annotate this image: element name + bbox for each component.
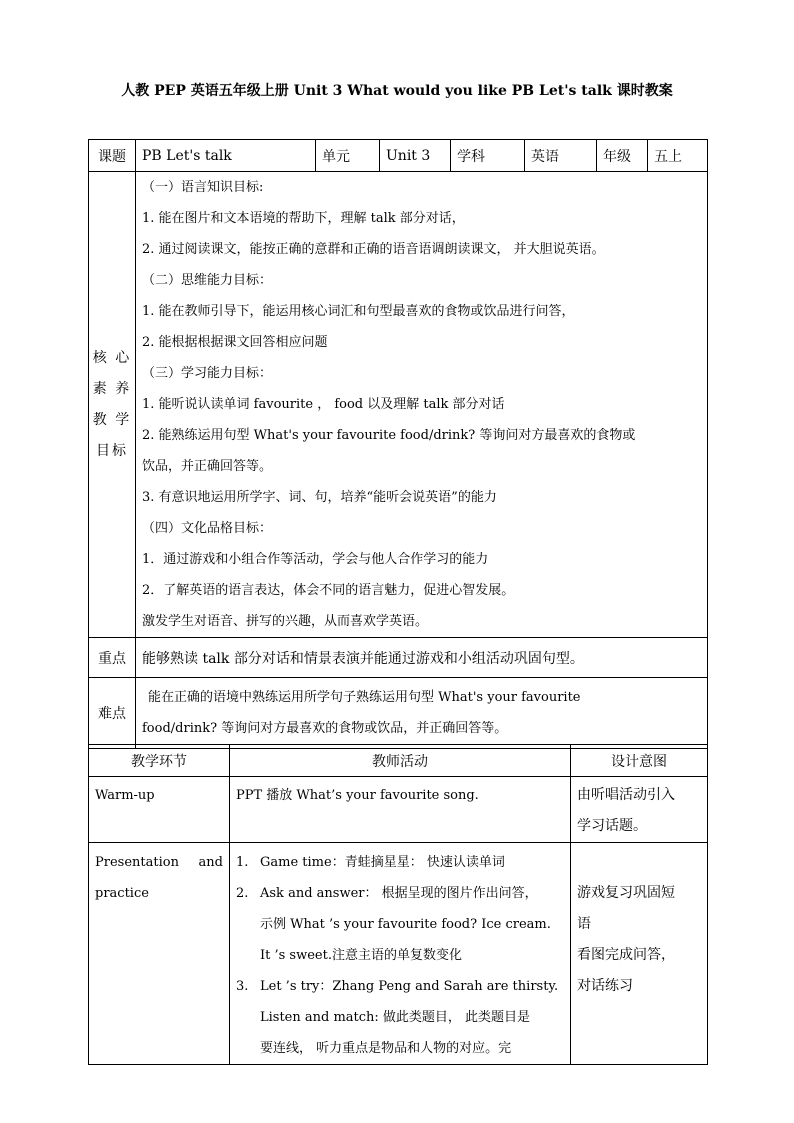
difficulties-row (89, 678, 708, 749)
key-points-label: 重点 (89, 638, 136, 678)
subject-value: 英语 (525, 140, 597, 172)
page-title: 人教 PEP 英语五年级上册 Unit 3 What would you like PB Let's talk 课时教案 (121, 83, 673, 99)
activity-line: 示例 What ’s your favourite food? Ice cream. (260, 917, 551, 932)
intent-line: 对话练习 (577, 978, 633, 994)
activity-line: PPT 播放 What’s your favourite song. (236, 788, 479, 803)
difficulties-line: food/drink? 等询问对方最喜欢的食物或饮品，并正确回答等。 (142, 721, 508, 736)
label-unit: 单元 (316, 140, 380, 172)
objective-item: 3. 有意识地运用所学字、词、句，培养“能听会说英语”的能力 (142, 490, 497, 505)
activity-cell (230, 777, 571, 843)
objective-item: 1. 能在教师引导下，能运用核心词汇和句型最喜欢的食物或饮品进行问答， (142, 304, 575, 319)
intent-line: 学习话题。 (577, 818, 647, 834)
stage-name-word: and (198, 855, 223, 870)
activity-line: Ask and answer： 根据呈现的图片作出问答， (260, 886, 538, 901)
objective-item-cont: 饮品，并正确回答等。 (142, 459, 273, 474)
intent-line: 游戏复习巩固短 (577, 885, 675, 901)
activity-cell (230, 843, 571, 1065)
activity-line: 要连线， 听力重点是物品和人物的对应。完 (260, 1041, 512, 1056)
difficulties-label: 难点 (89, 678, 136, 749)
intent-cell (571, 843, 708, 1065)
unit-value: Unit 3 (380, 140, 451, 172)
activity-line: It ’s sweet.注意主语的单复数变化 (260, 948, 462, 963)
process-row-warmup (89, 777, 708, 843)
objective-heading: （一）语言知识目标: (142, 180, 264, 195)
header-activity: 教师活动 (230, 745, 571, 777)
intent-line (577, 847, 701, 878)
activity-line: Let ’s try：Zhang Peng and Sarah are thirsty. (260, 979, 559, 994)
header-stage: 教学环节 (89, 745, 230, 777)
objectives-content (136, 172, 708, 638)
intent-line: 语 (577, 916, 591, 932)
item-number: 3. (236, 979, 249, 994)
objectives-label-line: 教 学 (92, 411, 132, 428)
objective-item: 1. 能听说认读单词 favourite ， food 以及理解 talk 部分对话 (142, 397, 505, 412)
activity-line: Game time：青蛙摘星星： 快速认读单词 (260, 855, 505, 870)
objectives-label-line: 素 养 (92, 380, 132, 397)
stage-name-word: Presentation (95, 855, 179, 870)
key-points-text: 能够熟读 talk 部分对话和情景表演并能通过游戏和小组活动巩固句型。 (136, 638, 708, 678)
stage-cell (89, 843, 230, 1065)
objective-item: 激发学生对语音、拼写的兴趣，从而喜欢学英语。 (142, 614, 429, 629)
activity-item (236, 971, 564, 1064)
teaching-process-table (88, 744, 708, 1065)
objective-item: 2．了解英语的语言表达，体会不同的语言魅力，促进心智发展。 (142, 583, 515, 598)
objectives-label-line: 目标 (96, 442, 128, 459)
activity-item (236, 878, 564, 971)
topic-value: PB Let's talk (136, 140, 316, 172)
objective-item: 2. 能熟练运用句型 What's your favourite food/drink? 等询问对方最喜欢的食物或 (142, 428, 636, 443)
objective-item: 1. 能在图片和文本语境的帮助下，理解 talk 部分对话， (142, 211, 465, 226)
intent-line: 由听唱活动引入 (577, 787, 675, 803)
objective-heading: （四）文化品格目标： (142, 521, 273, 536)
item-number: 1. (236, 855, 249, 870)
header-intent: 设计意图 (571, 745, 708, 777)
info-row (89, 140, 708, 172)
key-points-row (89, 638, 708, 678)
objectives-label (89, 172, 136, 638)
stage-cell (89, 777, 230, 843)
objective-item: 2. 能根据根据课文回答相应问题 (142, 335, 328, 350)
difficulties-content (136, 678, 708, 749)
objectives-label-line: 核 心 (92, 349, 132, 366)
intent-line: 看图完成问答， (577, 947, 675, 963)
label-subject: 学科 (451, 140, 525, 172)
label-topic: 课题 (89, 140, 136, 172)
process-header-row (89, 745, 708, 777)
item-number: 2. (236, 886, 249, 901)
stage-name-line: practice (95, 886, 149, 901)
objective-item: 2. 通过阅读课文，能按正确的意群和正确的语音语调朗读课文， 并大胆说英语。 (142, 242, 605, 257)
label-grade: 年级 (597, 140, 648, 172)
stage-name: Warm-up (95, 788, 155, 803)
intent-cell (571, 777, 708, 843)
stage-name-line (95, 847, 223, 878)
grade-value: 五上 (648, 140, 708, 172)
activity-line: Listen and match: 做此类题目， 此类题目是 (260, 1010, 531, 1025)
objective-item: 1．通过游戏和小组合作等活动，学会与他人合作学习的能力 (142, 552, 489, 567)
objective-heading: （二）思维能力目标： (142, 273, 273, 288)
difficulties-line: 能在正确的语境中熟练运用所学句子熟练运用句型 What's your favourite (148, 690, 581, 705)
lesson-info-table (88, 139, 708, 749)
objective-heading: （三）学习能力目标： (142, 366, 273, 381)
process-row-presentation (89, 843, 708, 1065)
objectives-row (89, 172, 708, 638)
activity-item (236, 847, 564, 878)
